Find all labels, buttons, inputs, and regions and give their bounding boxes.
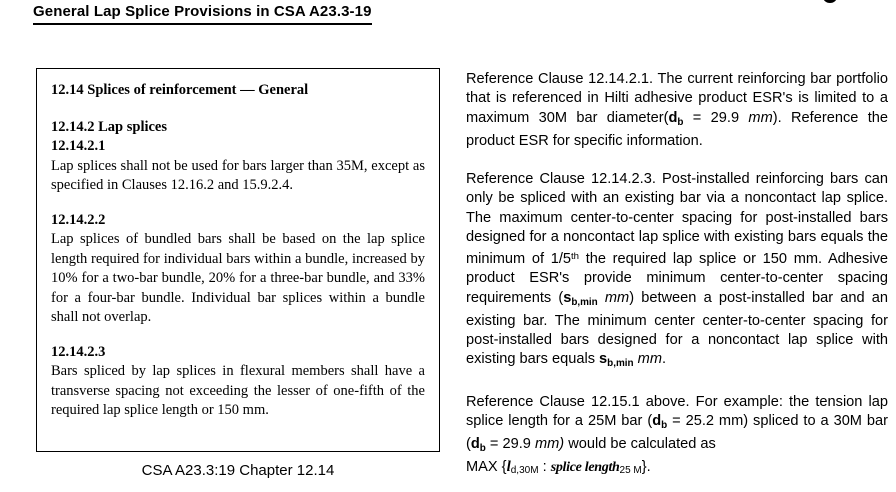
clause-number-12-14-2-1: 12.14.2.1 bbox=[51, 138, 106, 154]
para3-text-part2: = 25.2 mm) spliced to a 30M bar ( bbox=[466, 412, 889, 452]
code-box-heading: 12.14 Splices of reinforcement — General bbox=[51, 82, 309, 98]
unit-mm-paren: mm) bbox=[534, 435, 565, 452]
figure-caption: CSA A23.3:19 Chapter 12.14 bbox=[141, 462, 335, 479]
section-heading-lap-splices: 12.14.2 Lap splices bbox=[51, 118, 168, 135]
formula-symbol-ld-subscript: d,30M bbox=[510, 464, 539, 476]
formula-prefix: MAX { bbox=[466, 458, 507, 475]
para2-text-part1: Reference Clause 12.14.2.3. Post-installed reinforcing bars can only be spliced with an existing bar via a noncontact lap splice. The maximum center-to-center spacing for post-installed bars designed for a noncontact lap splice with existing bars equals the minimum of 1/5 bbox=[466, 170, 888, 268]
symbol-db-subscript: b bbox=[677, 116, 684, 128]
symbol-db-30m-subscript: b bbox=[479, 442, 486, 454]
symbol-sbmin: s bbox=[563, 289, 572, 306]
spacer bbox=[51, 196, 425, 211]
clause-text-12-14-2-3: Bars spliced by lap splices in flexural members shall have a transverse spacing not exceeding the lesser of one-fifth of the required lap splice length or 150 mm. bbox=[51, 363, 425, 418]
symbol-sbmin-subscript: b,min bbox=[571, 296, 598, 308]
clause-number-12-14-2-3: 12.14.2.3 bbox=[51, 343, 106, 360]
code-excerpt-box bbox=[36, 68, 440, 452]
symbol-db-25m-subscript: b bbox=[661, 419, 668, 431]
para1-text-part1: Reference Clause 12.14.2.1. The current reinforcing bar portfolio that is referenced in Hilti adhesive product ESR's is limited to a maximum 30M bar diameter( bbox=[466, 71, 888, 126]
para2-text-part3 bbox=[598, 290, 605, 306]
spacer bbox=[51, 101, 425, 118]
para2-text-part2: the required lap splice or 150 mm. Adhesive product ESR's provide minimum center-to-center spacing requirements ( bbox=[466, 251, 888, 306]
page-title: General Lap Splice Provisions in CSA A23.3-19 bbox=[33, 2, 372, 25]
para3-text-part4: would be calculated as bbox=[564, 435, 716, 452]
symbol-db: d bbox=[668, 109, 678, 126]
formula-symbol-splice-length-subscript: 25 M bbox=[619, 464, 642, 476]
para3-text-part3: = 29.9 bbox=[485, 435, 535, 452]
commentary-paragraph-2 bbox=[466, 170, 888, 374]
symbol-db-30m: d bbox=[470, 435, 480, 452]
para3-text-part1: Reference Clause 12.15.1 above. For example: the tension lap splice length for a 25M bar ( bbox=[466, 393, 888, 429]
unit-mm-second: mm bbox=[637, 351, 662, 368]
clause-text-12-14-2-2: Lap splices of bundled bars shall be based on the lap splice length required for individual bars within a bundle, increased by 10% for a two-bar bundle, 20% for a three-bar bundle, and 33% for a four-bar bundle. Individual bar splices within a bundle shall not overlap. bbox=[51, 231, 425, 325]
symbol-sbmin-second-subscript: b,min bbox=[607, 358, 634, 370]
commentary-paragraph-3 bbox=[466, 393, 888, 458]
clipped-glyph-fragment bbox=[823, 0, 837, 3]
symbol-sbmin-second: s bbox=[599, 351, 608, 368]
para2-text-part4: ) between a post-installed bar and an existing bar. The minimum center center-to-center spacing for post-installed bars designed for a noncontact lap splice with existing bars equals bbox=[466, 289, 888, 368]
commentary-column bbox=[466, 70, 888, 480]
max-formula bbox=[466, 458, 888, 480]
para1-text-part3: ). Reference the product ESR for specific information. bbox=[466, 109, 888, 149]
para1-text-part2: = 29.9 bbox=[683, 109, 749, 126]
formula-symbol-splice-length: splice length bbox=[550, 459, 620, 475]
unit-mm: mm bbox=[604, 289, 630, 306]
commentary-paragraph-1 bbox=[466, 70, 888, 151]
ordinal-th-superscript: th bbox=[571, 251, 580, 263]
clause-text-12-14-2-1: Lap splices shall not be used for bars larger than 35M, except as specified in Clauses 12.16.2 and 15.9.2.4. bbox=[51, 157, 425, 193]
symbol-db-25m: d bbox=[652, 412, 662, 429]
para2-text-part6: . bbox=[661, 351, 667, 368]
clause-number-12-14-2-2: 12.14.2.2 bbox=[51, 211, 106, 228]
formula-symbol-ld: l bbox=[506, 458, 511, 475]
unit-mm: mm bbox=[748, 109, 773, 126]
formula-suffix: }. bbox=[641, 458, 651, 475]
spacer bbox=[51, 328, 425, 343]
formula-separator: : bbox=[538, 458, 551, 475]
